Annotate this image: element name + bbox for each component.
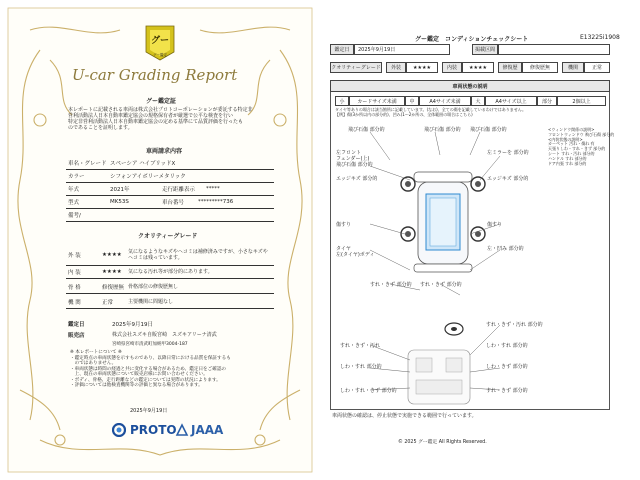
report-title: U-car Grading Report [72, 66, 238, 84]
explain-title: 車両状態の説明 [330, 80, 610, 92]
damage-label: すれ・きず・汚れ [340, 343, 381, 349]
damage-label: 飛び石傷 部分的 [470, 127, 507, 133]
interior-note: <ウィンドウ関係の説明> フロントウィンドウ 飛び石傷 部分的 <内装状態の説明> カーペット 汚れ・傷れ 有 天張りしわ・すれ・きず 部分的 シート すれ・汚れ 部分的 ハンドル すれ 部分的 ドア内張 すれ 部分的 [548, 127, 615, 166]
grade-repair-label: 修復歴 [498, 62, 522, 73]
scope-multi-label: 2個以上 [557, 96, 606, 106]
grade-exterior-value: ★★★★ [406, 62, 438, 73]
damage-label: 左フロント [336, 150, 362, 156]
quality-section-title: クオリティーグレード [138, 233, 198, 240]
size-small-desc: カードサイズ未満 [349, 96, 405, 106]
damage-label: しわ・すれ・きず 部分的 [340, 388, 397, 394]
grade-engine-value: 正常 [584, 62, 610, 73]
info-shop-value [498, 44, 610, 55]
proto-logo: PROTO [112, 423, 177, 437]
damage-label: 飛び石傷 部分的 [348, 127, 385, 133]
leader-lines [330, 120, 610, 410]
damage-label: しわ・すれ 部分的 [340, 364, 382, 370]
quality-row-exterior: 外 装 ★★★★ 気になるようなキズやヘコミは補修済みですが、小さなキズや ヘコミは残っています。 [66, 244, 274, 266]
grade-exterior-label: 外装 [386, 62, 406, 73]
damage-label: エッジキズ 部分的 [487, 176, 529, 182]
size-large-desc: A4サイズ以上 [485, 96, 537, 106]
damage-label: すれ・きず 部分的 [486, 388, 528, 394]
damage-label: 傷すり [487, 222, 503, 228]
scope-part-label: 部分 [537, 96, 557, 106]
quality-row-interior: 内 装 ★★★★ 気になる汚れ等が部分的にあります。 [66, 266, 274, 279]
vehicle-row-year: 年式 2021年 走行距離表示 ***** [66, 183, 274, 196]
copyright: © 2025 グー鑑定 All Rights Reserved. [398, 440, 487, 445]
proto-logo-icon [112, 423, 126, 437]
bottom-note: 車両状態の確認は、停止状態で実施できる範囲で行っています。 [332, 413, 477, 419]
size-large-label: 大 [471, 96, 485, 106]
legend-line1: タイヤ等ありの場合は該当箇所に記載しています。(なお)、全ての傷を記載しているわけではありません。 [335, 107, 526, 112]
svg-text:グー: グー [150, 36, 170, 46]
damage-label: しわ・すれ 部分的 [486, 343, 528, 349]
info-shop-label: 掲載区間 [472, 44, 498, 55]
size-small-label: 小 [335, 96, 349, 106]
sheet-title: グー鑑定 コンディションチェックシート [415, 36, 529, 43]
vehicle-row-name: 車名・グレード スペーシア ハイブリッドX [66, 157, 274, 170]
info-date-label: 鑑定日 [330, 44, 354, 55]
cert-subtitle: グー鑑定証 [146, 98, 177, 105]
vehicle-row-model: 型式 MK53S 車台番号 *********736 [66, 196, 274, 209]
damage-label: すれ・きず 部分的 [420, 282, 462, 288]
grade-label: クオリティーグレード [330, 62, 382, 73]
bottom-date: 2025年9月19日 [130, 408, 168, 414]
damage-label: すれ・きず 部分的 [370, 282, 412, 288]
intro-text: 本レポートに記載される車両は株式会社プロトコーポレーションが委託する特定非 営利活動法人日本自動車鑑定協会の規格保有者が厳選で公平な検査を行い 特定非営利活動法人日本自動車鑑定協会の定める基準にて品質評価を行ったも のであることを証明します。 [68, 107, 253, 131]
damage-label: 飛び石傷 部分的 [424, 127, 461, 133]
damage-label: 左・凹み 部分的 [487, 246, 524, 252]
report-notes: ※ 本レポートについて ※ ・鑑定時点の車両状態を示すものであり、以降日常における品質を保証するも のではありません。 ・車両状態は時間の経過と共に変化する場合があるため、鑑定日をご確認の 上、現在の車両状態について販売店様にお問い合わせください。 ・ボディ、骨格、走行距離などの鑑定については実際の状況によります。 ・評価については他検査機関等の評価と異なる場合があります。 [70, 350, 231, 388]
info-date-value: 2025年9月19日 [354, 44, 450, 55]
damage-label: 左ミラーを 部分的 [487, 150, 529, 156]
size-mid-label: 中 [405, 96, 419, 106]
jaaa-logo-icon [175, 423, 189, 437]
grade-interior-label: 内装 [442, 62, 462, 73]
damage-label: エッジキズ 部分的 [336, 176, 378, 182]
dealer-row: 販売店 株式会社スズキ自販宮崎 スズキアリーナ清武 [68, 332, 217, 339]
quality-row-frame: 骨 格 修復歴無 骨格部位の修復歴無し [66, 281, 274, 294]
grade-engine-label: 機関 [562, 62, 584, 73]
damage-label: すれ・きず・汚れ 部分的 [486, 322, 543, 328]
dealer-address-row: 宮崎県宮崎市清武町加納甲3004-187 [112, 341, 188, 347]
damage-label: 左(タイヤ)ボディ [336, 252, 375, 258]
damage-label: タイヤ [336, 246, 351, 252]
grade-repair-value: 修復歴無 [522, 62, 558, 73]
jaaa-logo: JAAA [175, 423, 223, 437]
appraisal-date-row: 鑑定日 2025年9月19日 [68, 321, 153, 328]
quality-row-engine: 機 関 正常 主要機関に問題なし [66, 296, 274, 309]
damage-label: 傷すり [336, 222, 352, 228]
grade-interior-value: ★★★★ [462, 62, 494, 73]
damage-label: フェンダー(上) [336, 156, 370, 162]
size-mid-desc: A4サイズ未満 [419, 96, 471, 106]
legend-line2: 【例】傷(3か所以内の部分的)、凹み(1〜2か所の、全体範囲の場合はこちら) [335, 112, 473, 117]
vehicle-row-color: カラー シフォンアイボリーメタリック [66, 170, 274, 183]
damage-label: しわ・きず 部分的 [486, 364, 528, 370]
vehicle-section-title: 車両請求内容 [146, 148, 183, 155]
vehicle-row-notes: 備考/ [66, 209, 274, 222]
damage-label: 飛び石傷 部分的 [336, 162, 373, 168]
sheet-id: E13225i1908 [580, 34, 620, 41]
badge-label: グー鑑定 [153, 53, 167, 57]
